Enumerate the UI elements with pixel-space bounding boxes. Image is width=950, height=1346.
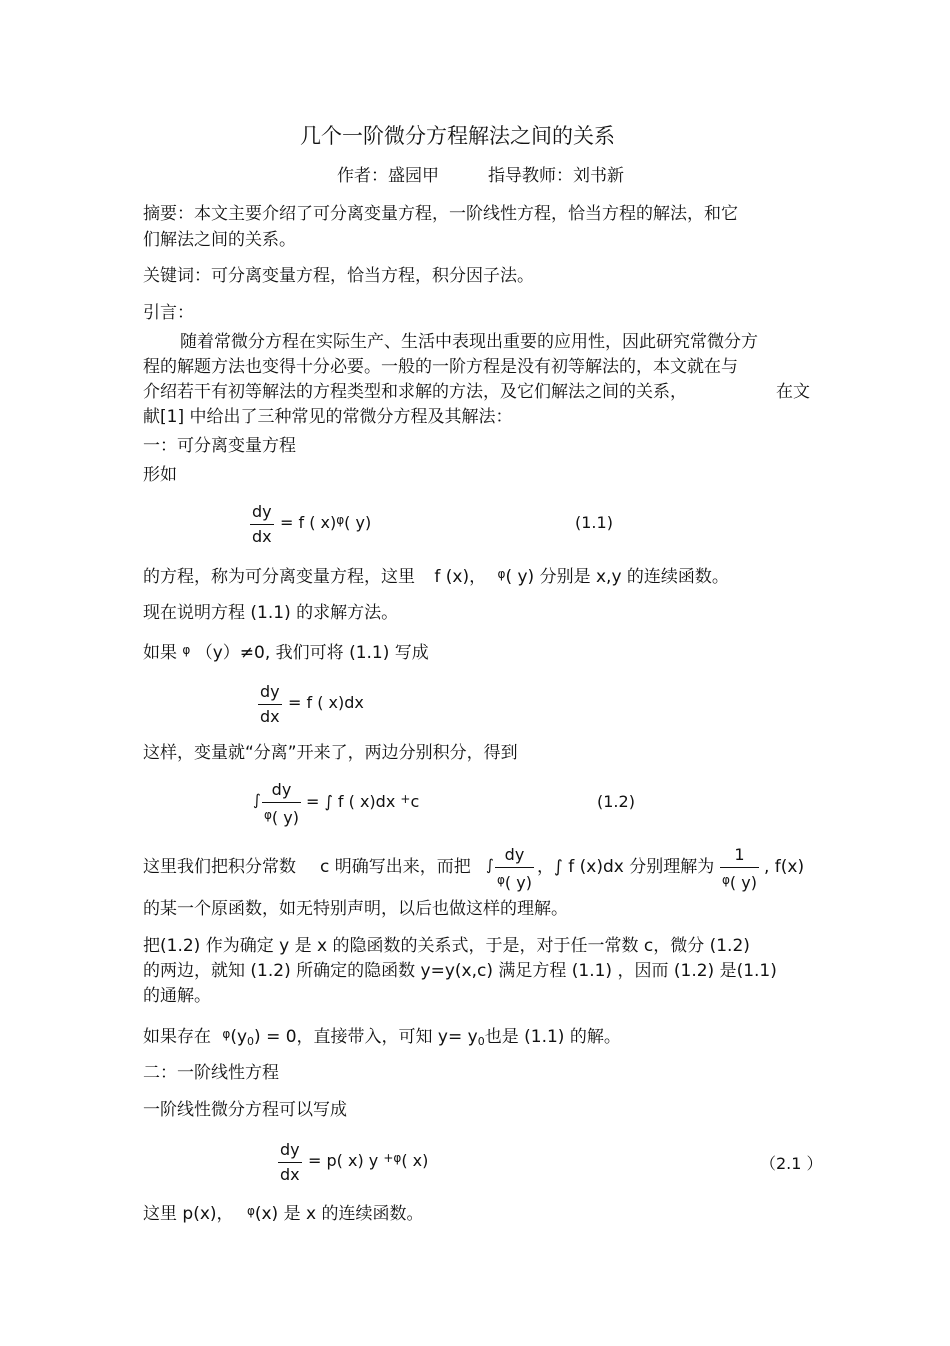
advisor-line: 指导教师：刘书新 [488, 166, 624, 186]
text-span: (y [230, 1027, 248, 1047]
page-title: 几个一阶微分方程解法之间的关系 [300, 124, 615, 148]
paragraph-7-line-2: 的两边，就知 (1.2) 所确定的隐函数 y=y(x,c) 满足方程 (1.1) ，因而 (1.2) 是(1.1) [143, 961, 777, 981]
paragraph-6: 的某一个原函数，如无特别声明，以后也做这样的理解。 [143, 899, 568, 919]
phi-symbol: φ [722, 873, 730, 887]
eq-rhs-part: ( y) [344, 513, 372, 532]
eq-rhs-part: = f ( x) [280, 513, 337, 532]
abstract-line-1: 摘要：本文主要介绍了可分离变量方程，一阶线性方程，恰当方程的解法，和它 [143, 204, 738, 224]
eq-2-1-fraction [278, 1140, 302, 1185]
text-span: （y）≠0, 我们可将 (1.1) 写成 [195, 643, 429, 663]
text-span: ( y) [729, 873, 757, 892]
eq-2-1-label: （2.1 ） [760, 1154, 823, 1173]
eq-1-2-rhs [306, 792, 419, 811]
plus-symbol: + [400, 792, 411, 806]
fraction-denominator: dx [252, 527, 272, 546]
eq-1-1-label: (1.1) [575, 513, 613, 532]
paragraph-1 [143, 562, 729, 589]
section-2-heading: 二：一阶线性方程 [143, 1063, 279, 1083]
intro-line-1: 随着常微分方程在实际生产、生活中表现出重要的应用性，因此研究常微分方 [180, 332, 758, 352]
paragraph-3 [143, 638, 429, 665]
section-2-paragraph-2 [143, 1199, 423, 1226]
eq-1-2-fraction [262, 780, 301, 828]
phi-symbol: φ [393, 1151, 402, 1165]
fraction-denominator [720, 870, 759, 893]
paragraph-7-line-3: 的通解。 [143, 986, 211, 1006]
integral-symbol: ∫ [253, 791, 261, 809]
fraction-denominator: dx [280, 1165, 300, 1184]
fraction-denominator [495, 870, 534, 893]
keywords: 关键词：可分离变量方程，恰当方程，积分因子法。 [143, 266, 534, 286]
text-span: 也是 (1.1) 的解。 [484, 1027, 621, 1047]
eq-rhs-part: = p( x) y [308, 1151, 379, 1170]
paragraph-5-start: 这里我们把积分常数 [143, 857, 296, 877]
paragraph-5-end: ，∫ f (x)dx 分别理解为 [537, 857, 715, 877]
text-span: ( y) [504, 873, 532, 892]
text-span: ( y) [271, 808, 299, 827]
integral-symbol: ∫ [486, 856, 494, 874]
fraction-bar [278, 1162, 302, 1163]
eq-separated-rhs: = f ( x)dx [288, 693, 364, 712]
eq-1-1-fraction [250, 502, 274, 547]
paragraph-8 [143, 1022, 621, 1054]
author-line: 作者：盛园甲 [337, 166, 439, 186]
text-span: ( y) 分别是 x,y 的连续函数。 [505, 567, 729, 587]
fraction-numerator: dy [252, 502, 272, 521]
phi-symbol: φ [497, 567, 506, 581]
paragraph-7-line-1: 把(1.2) 作为确定 y 是 x 的隐函数的关系式，于是，对于任一常数 c，微分 (1.2) [143, 936, 750, 956]
subscript: 0 [247, 1035, 255, 1048]
paragraph-5-mid: c 明确写出来，而把 [320, 857, 471, 877]
subscript: 0 [477, 1035, 485, 1048]
text-span: 如果 [143, 643, 177, 663]
text-span: 的方程，称为可分离变量方程，这里 [143, 567, 415, 587]
fraction-numerator: dy [271, 780, 292, 799]
fraction-numerator: dy [504, 845, 525, 864]
fraction-numerator: 1 [734, 845, 745, 864]
intro-heading: 引言： [143, 303, 194, 323]
eq-rhs-part: ( x) [401, 1151, 429, 1170]
paragraph-5-tail: , f(x) [764, 857, 805, 877]
plus-symbol: + [383, 1151, 394, 1165]
intro-line-2: 程的解题方法也变得十分必要。一般的一阶方程是没有初等解法的，本文就在与 [143, 357, 738, 377]
eq-separated-fraction [258, 682, 282, 727]
intro-line-3-end: 在文 [776, 382, 810, 402]
fraction-bar [495, 867, 534, 868]
eq-rhs-part: = ∫ f ( x)dx [306, 792, 396, 811]
phi-symbol: φ [264, 808, 272, 822]
eq-rhs-part: c [410, 792, 420, 811]
inline-reciprocal-fraction [720, 845, 759, 893]
intro-line-3: 介绍若干有初等解法的方程类型和求解的方法，及它们解法之间的关系， [143, 382, 687, 402]
text-span: 这里 p(x)， [143, 1204, 234, 1224]
fraction-denominator [262, 805, 301, 828]
text-span: ) = 0，直接带入，可知 y= y [254, 1027, 478, 1047]
section-2-paragraph-1: 一阶线性微分方程可以写成 [143, 1100, 347, 1120]
fraction-bar [720, 867, 759, 868]
fraction-bar [258, 704, 282, 705]
inline-integral-fraction [495, 845, 534, 893]
fraction-bar [250, 524, 274, 525]
phi-symbol: φ [336, 513, 345, 527]
text-span: 如果存在 [143, 1027, 211, 1047]
paragraph-4: 这样，变量就“分离”开来了，两边分别积分，得到 [143, 743, 518, 763]
fraction-denominator: dx [260, 707, 280, 726]
eq-1-1-rhs [280, 513, 371, 532]
intro-line-4: 献[1] 中给出了三种常见的常微分方程及其解法： [143, 407, 513, 427]
paragraph-2: 现在说明方程 (1.1) 的求解方法。 [143, 603, 399, 623]
form-label: 形如 [143, 465, 177, 485]
phi-symbol: φ [182, 643, 191, 657]
eq-2-1-rhs [308, 1151, 428, 1170]
section-1-heading: 一：可分离变量方程 [143, 436, 296, 456]
phi-symbol: φ [497, 873, 505, 887]
fraction-numerator: dy [260, 682, 280, 701]
abstract-line-2: 们解法之间的关系。 [143, 230, 296, 250]
eq-1-2-label: (1.2) [597, 792, 635, 811]
phi-symbol: φ [246, 1204, 255, 1218]
fraction-numerator: dy [280, 1140, 300, 1159]
text-span: f (x)， [434, 567, 487, 587]
text-span: (x) 是 x 的连续函数。 [254, 1204, 424, 1224]
fraction-bar [262, 802, 301, 803]
phi-symbol: φ [222, 1027, 231, 1041]
